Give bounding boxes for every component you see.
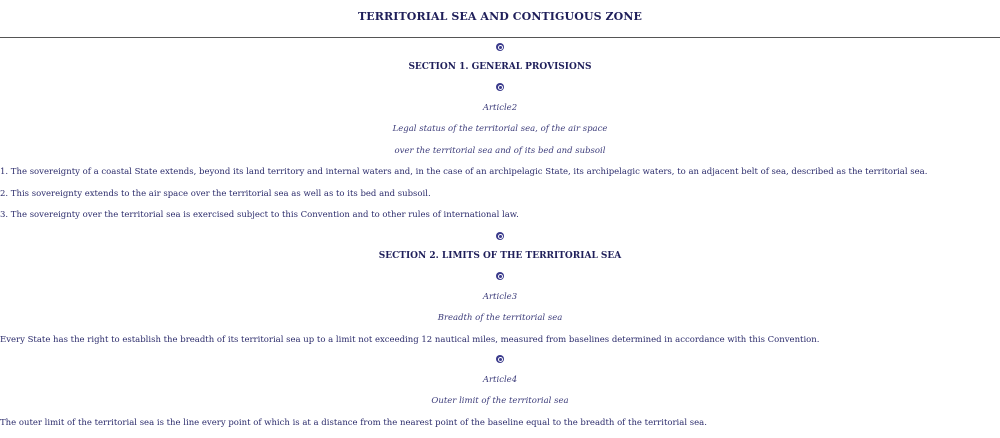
ornament-divider <box>0 42 1000 54</box>
spiral-ornament-icon <box>496 83 504 91</box>
article-paragraph: 1. The sovereignty of a coastal State extends, beyond its land territory and internal waters and, in the case of an archipelagic State, its archipelagic waters, to an adjacent belt of sea, described as the territorial sea. <box>0 167 928 177</box>
title-rule <box>0 37 1000 38</box>
article-title-line: over the territorial sea and of its bed and subsoil <box>394 146 606 156</box>
ornament-divider <box>0 271 1000 283</box>
article-title-line: Outer limit of the territorial sea <box>431 396 569 406</box>
article-title-line: Legal status of the territorial sea, of the air space <box>392 124 608 134</box>
spiral-ornament-icon <box>496 355 504 363</box>
section-heading: SECTION 1. GENERAL PROVISIONS <box>408 62 592 72</box>
article-paragraph: Every State has the right to establish the breadth of its territorial sea up to a limit not exceeding 12 nautical miles, measured from baselines determined in accordance with this Convention. <box>0 335 820 345</box>
article-number: Article3 <box>482 292 518 302</box>
article-paragraph: 2. This sovereignty extends to the air space over the territorial sea as well as to its bed and subsoil. <box>0 189 431 199</box>
article-title-line: Breadth of the territorial sea <box>437 313 563 323</box>
section-heading: SECTION 2. LIMITS OF THE TERRITORIAL SEA <box>378 251 622 261</box>
article-number: Article4 <box>482 375 518 385</box>
article-paragraph: The outer limit of the territorial sea is the line every point of which is at a distance from the nearest point of the baseline equal to the breadth of the territorial sea. <box>0 418 707 428</box>
spiral-ornament-icon <box>496 43 504 51</box>
ornament-divider <box>0 354 1000 366</box>
article-paragraph: 3. The sovereignty over the territorial sea is exercised subject to this Convention and to other rules of international law. <box>0 210 519 220</box>
spiral-ornament-icon <box>496 272 504 280</box>
ornament-divider <box>0 231 1000 243</box>
article-number: Article2 <box>482 103 518 113</box>
spiral-ornament-icon <box>496 232 504 240</box>
ornament-divider <box>0 82 1000 94</box>
page-title: TERRITORIAL SEA AND CONTIGUOUS ZONE <box>357 10 642 23</box>
